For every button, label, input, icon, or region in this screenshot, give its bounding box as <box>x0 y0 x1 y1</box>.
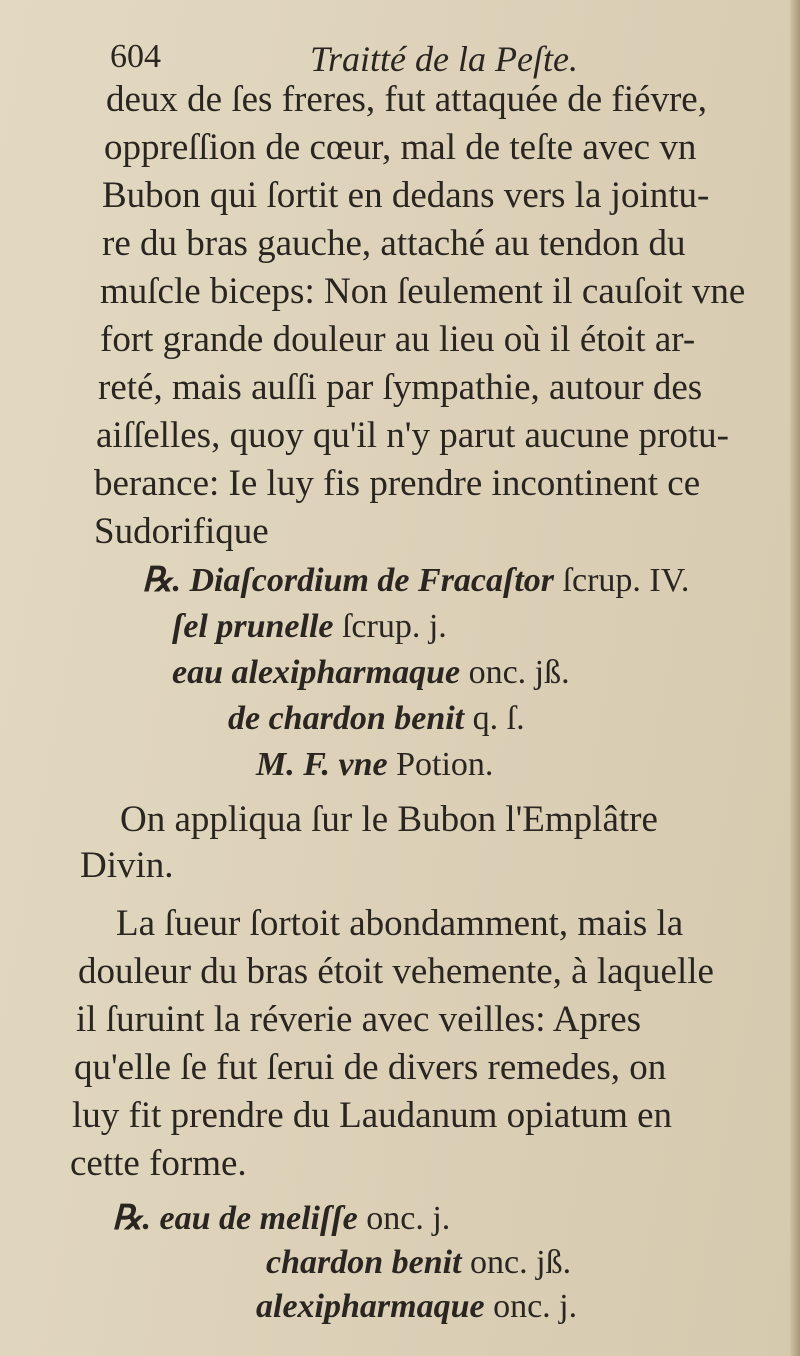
page-edge <box>790 0 800 1356</box>
recipe-line <box>172 654 570 692</box>
text-line: Bubon qui ſortit en dedans vers la jointu- <box>102 175 710 216</box>
ingredient-name: de chardon benit <box>228 700 465 737</box>
text-line: Divin. <box>80 845 174 886</box>
ingredient-dose: onc. jß. <box>460 654 570 691</box>
text-line: il ſuruint la réverie avec veilles: Apres <box>76 999 642 1040</box>
ingredient-name: ℞. eau de meliſſe <box>112 1200 358 1237</box>
ingredient-name: alexipharmaque <box>256 1288 485 1325</box>
recipe-line <box>172 608 447 646</box>
ingredient-name: chardon benit <box>266 1244 462 1281</box>
ingredient-name: eau alexipharmaque <box>172 654 461 691</box>
text-line: berance: Ie luy fis prendre incontinent ce <box>94 463 701 504</box>
recipe-line <box>256 1288 577 1326</box>
text-line: qu'elle ſe fut ſerui de divers remedes, on <box>74 1047 667 1088</box>
recipe-line <box>266 1244 571 1282</box>
ingredient-dose: Potion. <box>387 746 494 783</box>
text-line: re du bras gauche, attaché au tendon du <box>102 223 686 264</box>
recipe-line <box>228 700 525 738</box>
text-line: La ſueur ſortoit abondamment, mais la <box>116 903 684 944</box>
ingredient-dose: onc. j. <box>357 1200 451 1237</box>
text-line: douleur du bras étoit vehemente, à laquelle <box>78 951 714 992</box>
ingredient-dose: onc. j. <box>484 1288 578 1325</box>
recipe-line <box>142 562 689 600</box>
ingredient-dose: q. ſ. <box>464 700 525 737</box>
text-line: deux de ſes freres, fut attaquée de fiévre, <box>106 79 707 120</box>
text-line: fort grande douleur au lieu où il étoit ar- <box>100 319 696 360</box>
text-line: muſcle biceps: Non ſeulement il cauſoit vne <box>100 271 746 312</box>
text-line: luy fit prendre du Laudanum opiatum en <box>72 1095 673 1136</box>
ingredient-name: ℞. Diaſcordium de Fracaſtor <box>142 562 555 599</box>
page-number: 604 <box>110 38 161 75</box>
ingredient-dose: ſcrup. j. <box>333 608 447 645</box>
recipe-line <box>256 746 493 784</box>
text-line: On appliqua ſur le Bubon l'Emplâtre <box>120 799 658 840</box>
text-line: cette forme. <box>70 1143 247 1184</box>
recipe-line <box>112 1200 450 1238</box>
running-title: Traitté de la Peſte. <box>310 39 578 79</box>
text-line: aiſſelles, quoy qu'il n'y parut aucune protu- <box>96 415 729 456</box>
text-line: Sudorifique <box>94 511 269 552</box>
text-line: reté, mais auſſi par ſympathie, autour des <box>98 367 703 408</box>
ingredient-dose: ſcrup. IV. <box>554 562 690 599</box>
ingredient-name: M. F. vne <box>256 746 388 783</box>
ingredient-dose: onc. jß. <box>461 1244 572 1281</box>
text-line: oppreſſion de cœur, mal de teſte avec vn <box>104 127 697 168</box>
ingredient-name: ſel prunelle <box>172 608 334 645</box>
